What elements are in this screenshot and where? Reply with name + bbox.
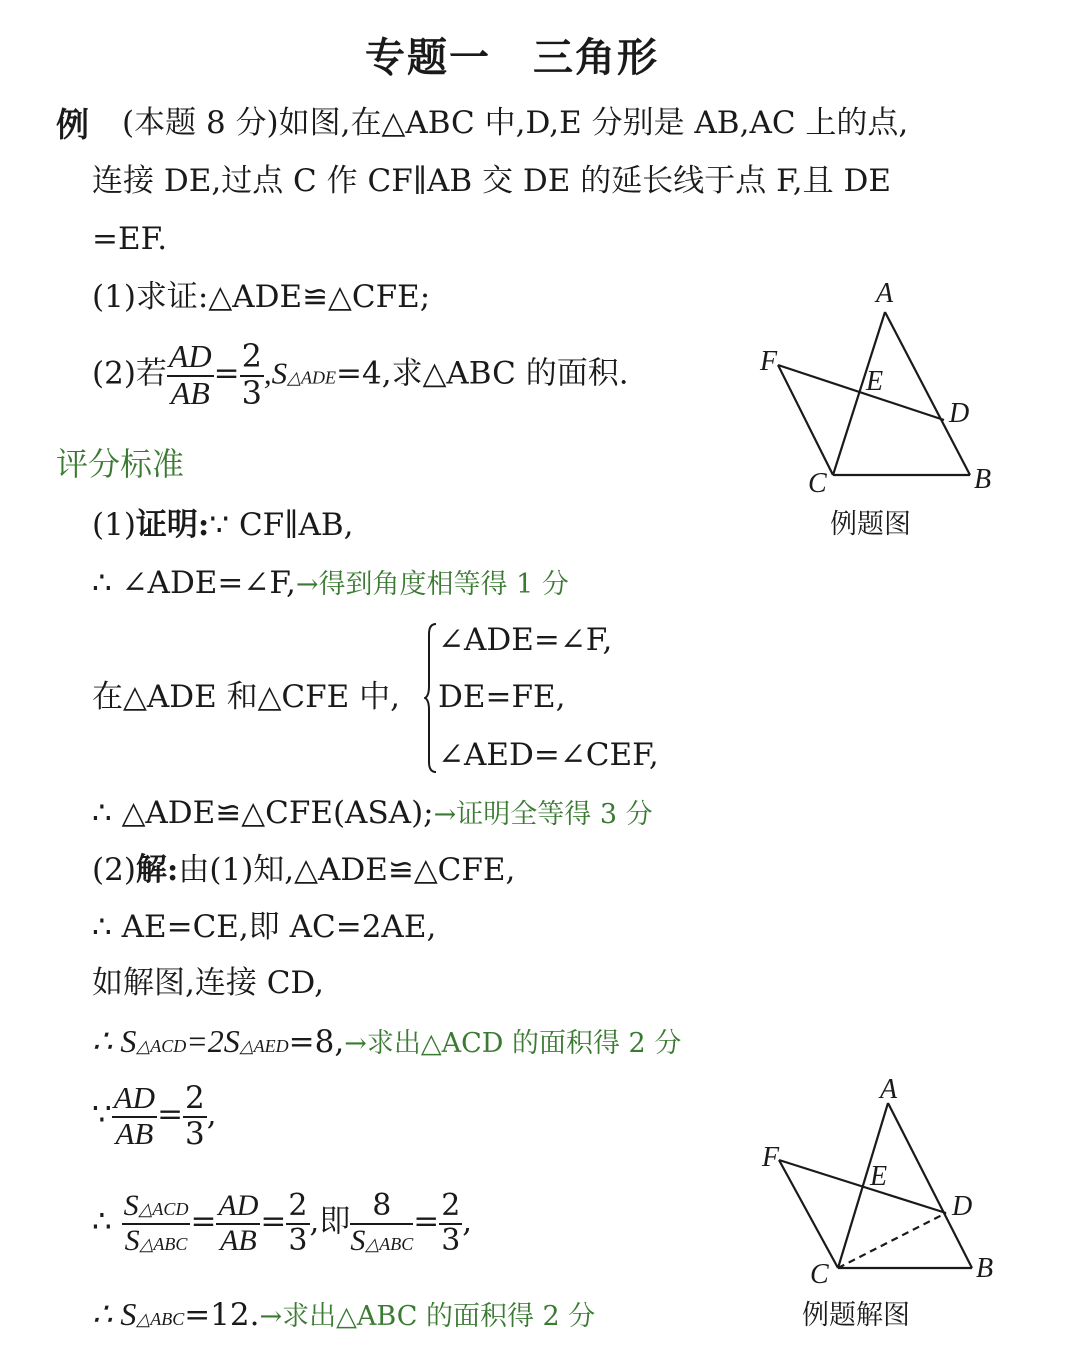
solution-line-4 [92, 795, 653, 831]
s10-end: , [462, 1203, 473, 1240]
s2-text: ∴ ∠ADE=∠F, [92, 565, 296, 601]
s9-frac-den: AB [115, 1115, 154, 1151]
s11-val: =12. [184, 1297, 260, 1333]
q2-eq: = [213, 355, 240, 392]
s9-fraction-2-3 [183, 1082, 207, 1150]
s8-sub-acd: △ACD [136, 1036, 187, 1056]
s10-n1-sub: △ACD [138, 1199, 189, 1219]
s10-d5: 3 [441, 1222, 461, 1258]
q2-fraction-2-3 [240, 337, 264, 412]
s8-score-note: →求出△ACD 的面积得 2 分 [344, 1028, 682, 1059]
example-label: 例 [56, 105, 89, 144]
s10-d3: 3 [288, 1222, 308, 1258]
s11-score-note: →求出△ABC 的面积得 2 分 [259, 1301, 596, 1332]
s8-sub-aed: △AED [239, 1036, 289, 1056]
fig1-label-c: C [808, 468, 827, 499]
s10-d2: AB [220, 1223, 257, 1257]
s1-text: ∵ CF∥AB, [209, 507, 354, 543]
s11-sub-abc: △ABC [136, 1309, 185, 1329]
fig1-label-e: E [866, 366, 884, 397]
s10-fraction-area-ratio [122, 1190, 191, 1256]
fig1-caption: 例题图 [830, 509, 911, 540]
solution-line-6: ∴ AE=CE,即 AC=2AE, [92, 909, 437, 945]
solution-line-8 [92, 1025, 681, 1058]
q2-prefix: (2)若 [92, 355, 167, 392]
s10-d4: S [350, 1223, 366, 1257]
solution-line-2 [92, 565, 569, 601]
s4-text: ∴ △ADE≌△CFE(ASA); [92, 795, 434, 831]
s10-fraction-8-sabc [350, 1190, 413, 1256]
s10-eq-2: = [260, 1203, 287, 1240]
s5-part: (2) [92, 852, 136, 888]
problem-line-1: (本题 8 分)如图,在△ABC 中,D,E 分别是 AB,AC 上的点, [122, 105, 909, 141]
s8-val: =8, [288, 1024, 345, 1060]
s10-n2: AD [216, 1190, 260, 1225]
s10-ji: ,即 [309, 1203, 351, 1240]
q2-s: ,S [263, 355, 288, 391]
s10-d1: S [124, 1223, 140, 1257]
system-line-2: DE=FE, [438, 679, 566, 715]
fig2-label-f: F [762, 1142, 780, 1173]
problem-line-3: =EF. [92, 221, 168, 257]
q2-fraction-ad-ab [167, 340, 214, 410]
s10-n3: 2 [288, 1188, 308, 1223]
fig2-label-d: D [952, 1191, 973, 1222]
solution-line-10 [92, 1190, 472, 1256]
s10-eq-3: = [413, 1203, 440, 1240]
solution-line-5 [92, 852, 516, 888]
s10-n5: 2 [441, 1188, 461, 1223]
q2-frac-den: AB [170, 374, 210, 411]
s10-fraction-2-3-a [286, 1190, 309, 1256]
fig1-label-d: D [949, 398, 970, 429]
q2-s-sub: △ADE [287, 367, 337, 388]
s5-text: 由(1)知,△ADE≌△CFE, [178, 852, 516, 888]
scoring-heading: 评分标准 [56, 445, 185, 483]
solution-line-7: 如解图,连接 CD, [92, 965, 325, 1001]
s9-rfrac-num: 2 [185, 1080, 205, 1116]
solution-line-1 [92, 507, 354, 543]
solution-figure [750, 1070, 1010, 1300]
s1-part: (1) [92, 507, 136, 543]
s9-fraction-ad-ab [112, 1082, 157, 1150]
s10-therefore: ∴ [92, 1203, 112, 1240]
s10-fraction-ad-ab [216, 1190, 260, 1256]
s9-because: ∵ [92, 1096, 112, 1133]
left-brace [424, 622, 438, 774]
s5-solve-label: 解: [135, 852, 179, 888]
s11-s: ∴ S [92, 1296, 137, 1332]
solution-line-9 [92, 1082, 217, 1150]
system-line-3: ∠AED=∠CEF, [438, 737, 659, 773]
s10-fraction-2-3-b [439, 1190, 462, 1256]
q2-suffix: =4,求△ABC 的面积. [336, 355, 629, 392]
page-title: 专题一 三角形 [365, 35, 659, 81]
s10-n4: 8 [350, 1190, 413, 1225]
s9-frac-num: AD [112, 1082, 157, 1118]
solution-line-3: 在△ADE 和△CFE 中, [92, 679, 400, 715]
fig2-caption: 例题解图 [802, 1300, 910, 1331]
s10-n1: S [123, 1189, 139, 1222]
s9-rfrac-den: 3 [185, 1115, 205, 1152]
s8-2s: =2S [186, 1023, 240, 1059]
fig2-label-c: C [810, 1259, 829, 1290]
s9-end: , [206, 1096, 217, 1133]
system-line-1: ∠ADE=∠F, [438, 622, 613, 658]
s10-eq-1: = [190, 1203, 217, 1240]
fig1-label-b: B [974, 464, 992, 495]
fig2-label-b: B [976, 1253, 994, 1284]
example-figure [750, 275, 1010, 505]
s2-score-note: →得到角度相等得 1 分 [295, 569, 569, 600]
problem-line-2: 连接 DE,过点 C 作 CF∥AB 交 DE 的延长线于点 F,且 DE [92, 163, 891, 199]
s1-proof-label: 证明: [135, 507, 210, 543]
fig1-label-f: F [760, 346, 778, 377]
fig2-label-a: A [880, 1074, 898, 1105]
s10-d1-sub: △ABC [139, 1233, 188, 1254]
question-2 [92, 337, 629, 412]
solution-line-11 [92, 1298, 595, 1331]
q2-frac-num: AD [167, 340, 214, 377]
question-1: (1)求证:△ADE≌△CFE; [92, 279, 431, 315]
fig2-label-e: E [870, 1161, 888, 1192]
s8-s: ∴ S [92, 1023, 137, 1059]
s4-score-note: →证明全等得 3 分 [433, 799, 653, 830]
s9-eq: = [157, 1096, 184, 1133]
q2-rfrac-den: 3 [241, 373, 262, 412]
fig1-label-a: A [876, 278, 894, 309]
q2-rfrac-num: 2 [241, 337, 262, 375]
s10-d4-sub: △ABC [365, 1233, 414, 1254]
